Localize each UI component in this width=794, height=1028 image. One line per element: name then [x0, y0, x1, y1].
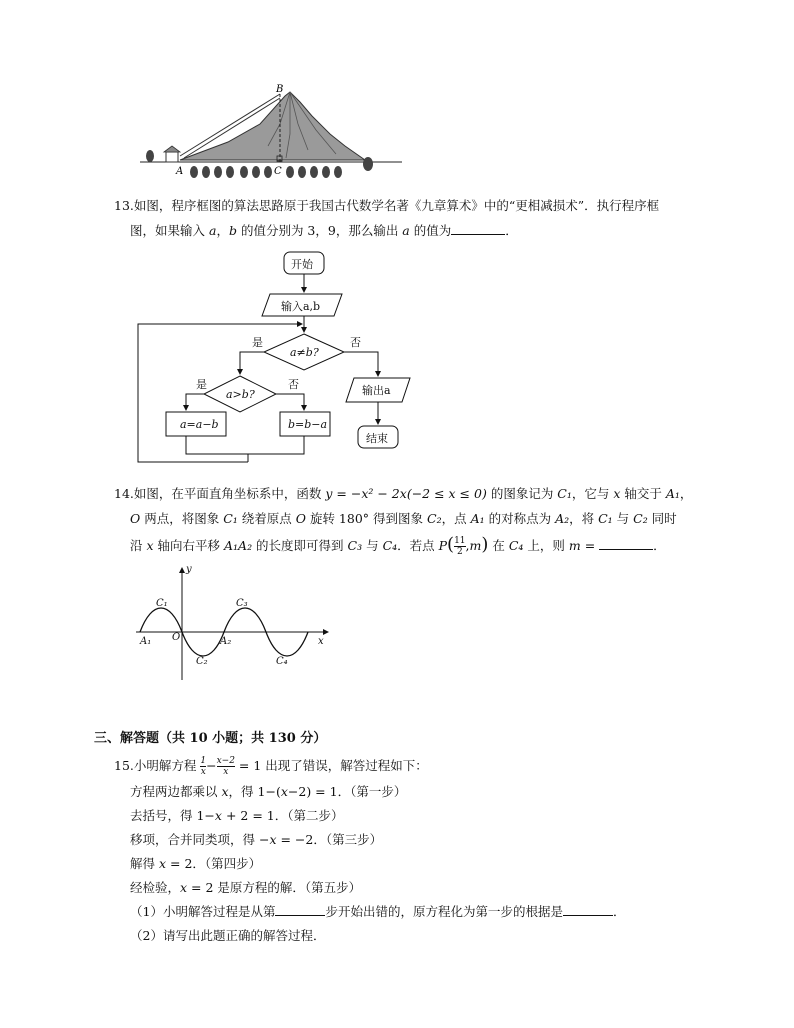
svg-text:O: O [172, 632, 181, 643]
svg-text:C₄: C₄ [276, 656, 288, 667]
svg-text:A₁: A₁ [140, 636, 152, 647]
svg-text:y: y [186, 564, 192, 575]
q14-line2: O 两点，将图象 C₁ 绕着原点 O 旋转 180° 得到图象 C₂，点 A₁ 的对称点为 A₂，将 C₁ 与 C₂ 同时 [130, 511, 677, 526]
label-a: A [176, 166, 184, 177]
svg-text:结束: 结束 [366, 432, 388, 445]
q15-step1: 方程两边都乘以 x，得 1−(x−2) = 1．（第一步） [130, 784, 407, 799]
mountain-figure [140, 84, 402, 184]
q14-line1: 14.如图，在平面直角坐标系中，函数 y = −x² − 2x(−2 ≤ x ≤ 0) 的图象记为 C₁，它与 x 轴交于 A₁， [114, 486, 693, 501]
q13-number: 13. [114, 198, 134, 213]
svg-text:输出a: 输出a [362, 384, 391, 397]
section-title: 三、解答题（共 10 小题；共 130 分） [94, 731, 327, 746]
svg-text:开始: 开始 [291, 258, 313, 271]
svg-text:A₂: A₂ [220, 636, 232, 647]
svg-text:a>b?: a>b? [226, 388, 255, 401]
q15-step5: 经检验，x = 2 是原方程的解．（第五步） [130, 880, 362, 895]
svg-text:是: 是 [252, 336, 263, 349]
svg-text:否: 否 [288, 378, 299, 391]
q15-sub2: （2）请写出此题正确的解答过程． [130, 928, 326, 943]
svg-text:a=a−b: a=a−b [180, 418, 219, 431]
label-b: B [276, 84, 284, 95]
answer-blank[interactable] [275, 903, 325, 916]
flowchart [136, 248, 426, 472]
svg-text:x: x [318, 636, 324, 647]
svg-text:a≠b?: a≠b? [290, 346, 319, 359]
answer-blank[interactable] [563, 903, 613, 916]
q15-sub1: （1）小明解答过程是从第 步开始出错的，原方程化为第一步的根据是 ． [130, 904, 626, 919]
answer-blank[interactable] [599, 537, 653, 550]
svg-text:输入a,b: 输入a,b [281, 300, 321, 313]
svg-text:是: 是 [196, 378, 207, 391]
q13-line2: 图，如果输入 a，b 的值分别为 3，9，那么输出 a 的值为 ． [130, 223, 518, 238]
svg-text:C₂: C₂ [196, 656, 208, 667]
q13-line1: 13.如图，程序框图的算法思路原于我国古代数学名著《九章算术》中的“更相减损术”．执行程序框 [114, 198, 660, 213]
svg-text:C₃: C₃ [236, 598, 248, 609]
label-c: C [274, 166, 282, 177]
answer-blank[interactable] [451, 222, 505, 235]
q15-step4: 解得 x = 2．（第四步） [130, 856, 262, 871]
q15-intro: 15.小明解方程 $\frac{1}{x}$ − $\frac{x-2}{x}$ = 1 出现了错误，解答过程如下： [114, 756, 428, 777]
q15-step2: 去括号，得 1−x + 2 = 1．（第二步） [130, 808, 344, 823]
svg-text:b=b−a: b=b−a [288, 418, 328, 431]
svg-text:否: 否 [350, 336, 361, 349]
q15-step3: 移项，合并同类项，得 −x = −2．（第三步） [130, 832, 383, 847]
sine-graph [134, 560, 334, 684]
svg-text:C₁: C₁ [156, 598, 168, 609]
q14-line3: 沿 x 轴向右平移 A₁A₂ 的长度即可得到 C₃ 与 C₄．若点 P( $\frac{11}{2}$ ,m) 在 C₄ 上，则 m = ． [130, 534, 666, 557]
